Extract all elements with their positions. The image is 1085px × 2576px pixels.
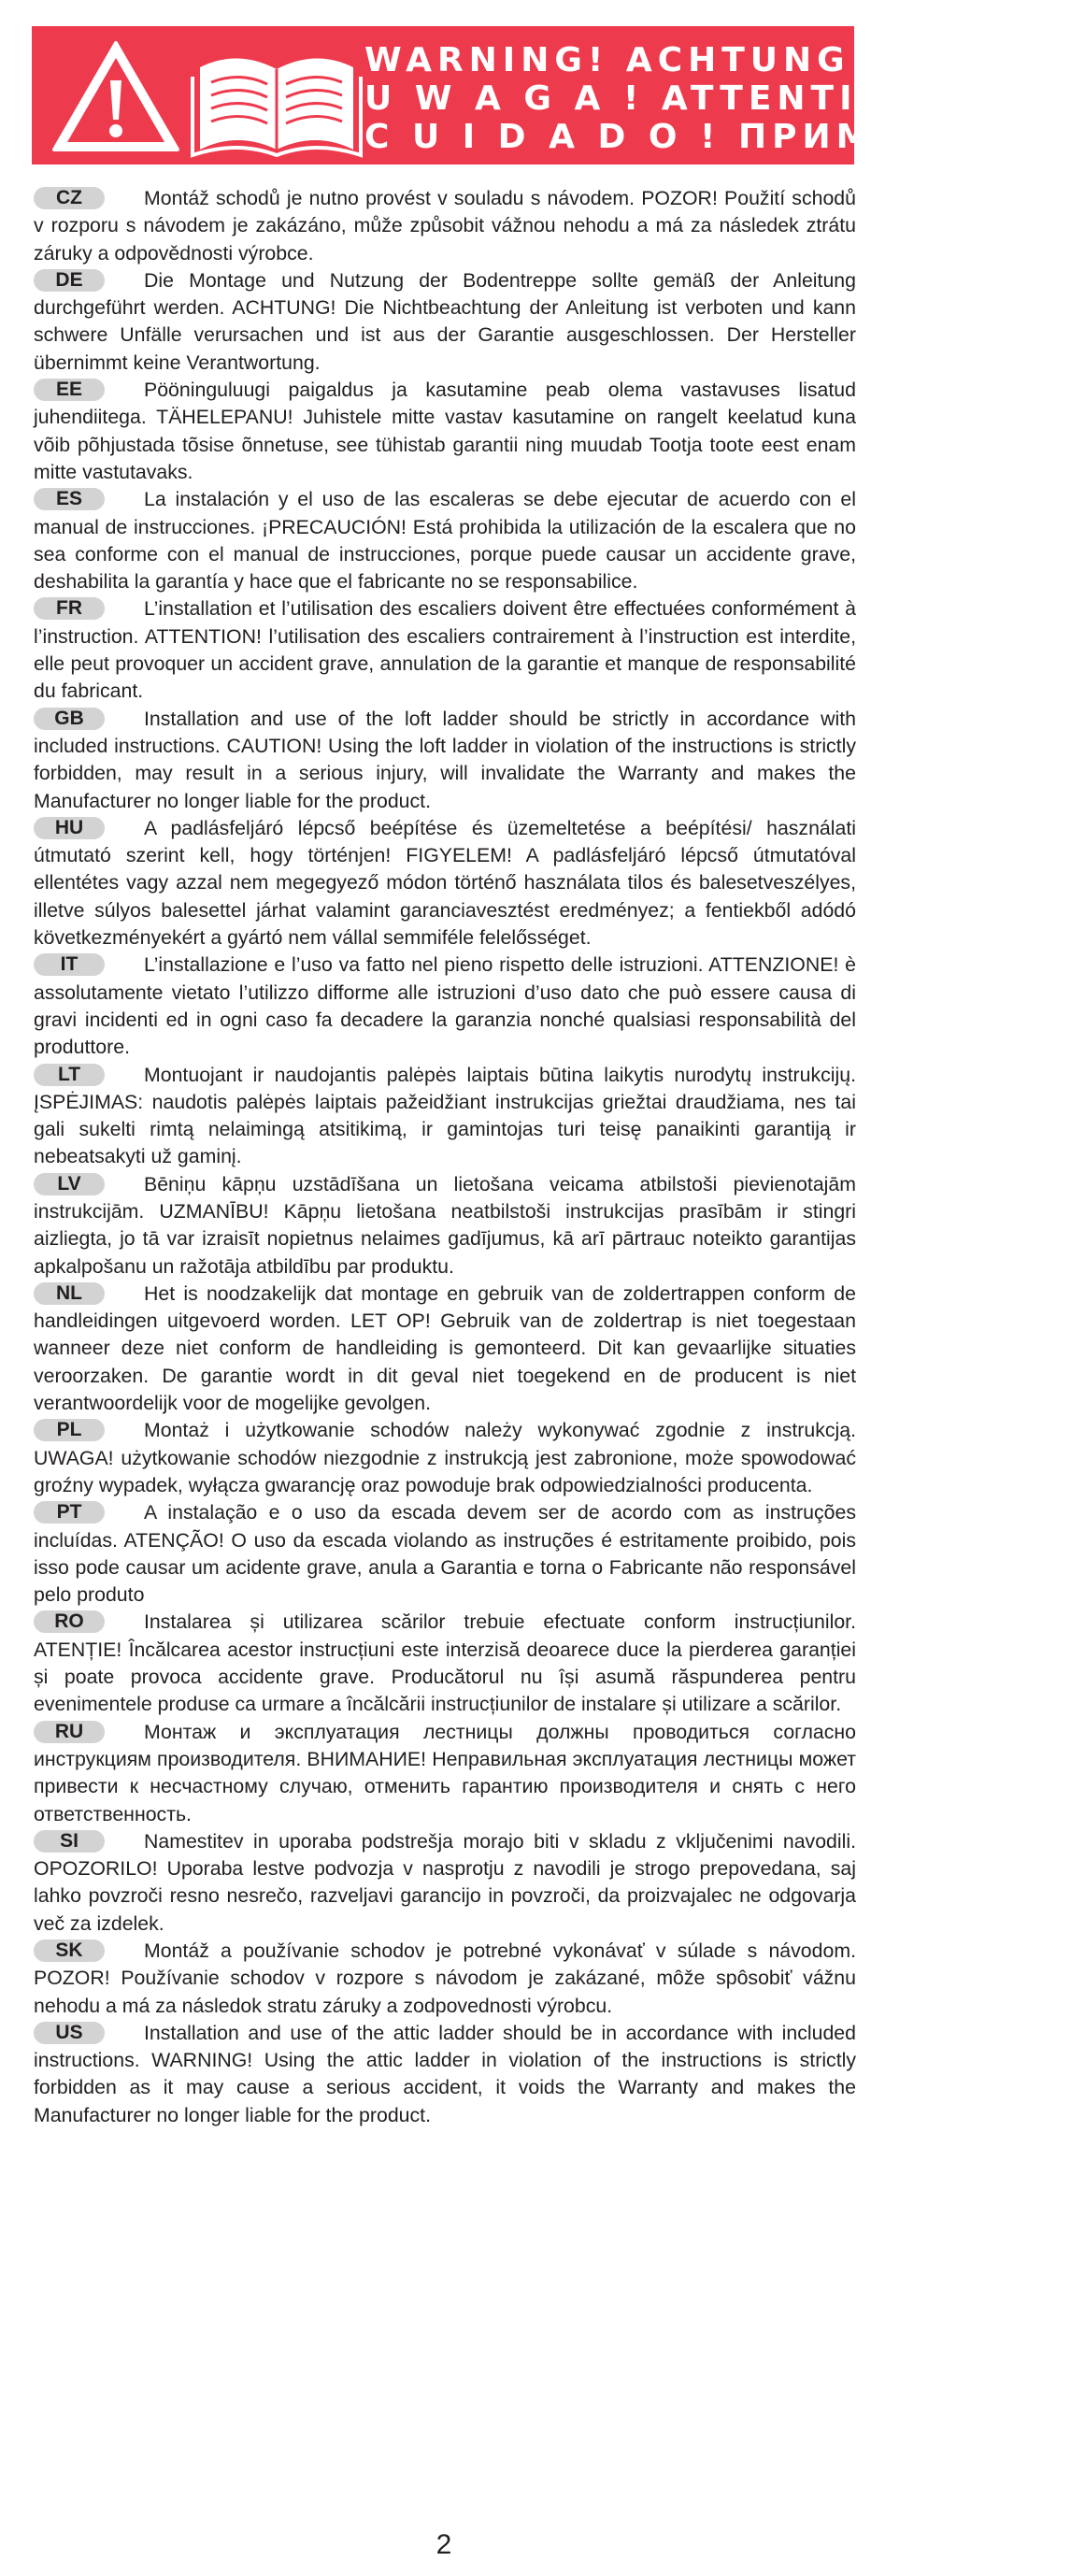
notice-text: Bēniņu kāpņu uzstādīšana un lietošana veicama atbilstoši pievienotajām instrukcijām. UZMANĪBU! Kāpņu lietošana neatbilstoši instrukcijas prasībām ir stingri aizliegta, jo tā var izraisīt nopietnus nelaimes gadījumus, kā arī pārtrauc noteikto garantijas apkalpošanu un ražotāja atbildību par produktu.	[34, 1172, 856, 1278]
warning-headline-2: U W A G A ! ATTENTION!	[364, 79, 947, 118]
language-code-badge: ES	[34, 488, 105, 510]
notice-cz	[34, 185, 856, 267]
warning-banner	[32, 26, 1085, 165]
language-code-badge: US	[34, 2022, 105, 2044]
notice-lt	[34, 1062, 856, 1171]
notice-us	[34, 2020, 856, 2129]
notice-ru	[34, 1719, 856, 1828]
language-code-badge: LV	[34, 1173, 105, 1195]
notice-ro	[34, 1609, 856, 1718]
notice-text: Instalarea și utilizarea scărilor trebuie efectuate conform instrucțiunilor. ATENȚIE! Încălcarea acestor instrucțiuni este interzisă deoarece duce la pierderea garanției și poate provoca accidente grave. Producătorul nu își asumă răspunderea pentru evenimentele produse ca urmare a încălcării instrucțiunilor de instalare și utilizare a scărilor.	[34, 1610, 856, 1716]
notice-text: Montuojant ir naudojantis palėpės laiptais būtina laikytis nurodytų instrukcijų. ĮSPĖJIMAS: naudotis palėpės laiptais pažeidžiant instrukcijas griežtai draudžiama, nes tai gali sukelti rimtą nelaimingą atsitikimą, ir gamintojas turi teisę panaikinti garantiją ir nebeatsakyti už gaminį.	[34, 1063, 856, 1168]
notice-pl	[34, 1417, 856, 1499]
notice-fr	[34, 595, 856, 705]
notice-de	[34, 267, 856, 377]
open-manual-icon	[193, 58, 361, 155]
language-code-badge: NL	[34, 1282, 105, 1305]
warning-headline-3: C U I D A D O ! ПРИМЕЧАНИЕ!	[364, 118, 1085, 156]
language-code-badge: PT	[34, 1501, 105, 1524]
notice-hu	[34, 815, 856, 952]
notice-text: Het is noodzakelijk dat montage en gebruik van de zoldertrappen conform de handleidingen uitgevoerd worden. LET OP! Gebruik van de zoldertrap is niet toegestaan wanneer deze niet conform de handleiding is gemonteerd. Dit kan gevaarlijke situaties veroorzaken. De garantie wordt in dit geval niet toegekend en de producent is niet verantwoordelijk voor de mogelijke gevolgen.	[34, 1281, 856, 1415]
language-code-badge: IT	[34, 953, 105, 976]
language-code-badge: SK	[34, 1939, 105, 1962]
language-code-badge: FR	[34, 597, 105, 620]
notice-it	[34, 952, 856, 1061]
language-code-badge: PL	[34, 1419, 105, 1441]
page-number: 2	[435, 2529, 452, 2560]
notice-es	[34, 486, 856, 595]
notice-text: Die Montage und Nutzung der Bodentreppe sollte gemäß der Anleitung durchgeführt werden. ACHTUNG! Die Nichtbeachtung der Anleitung ist verboten und kann schwere Unfälle verursachen und ist aus der Garantie ausgeschlossen. Der Hersteller übernimmt keine Verantwortung.	[34, 268, 856, 374]
notice-text: L’installazione e l’uso va fatto nel pieno rispetto delle istruzioni. ATTENZIONE! è assolutamente vietato l’utilizzo difforme alle istruzioni d’uso dato che può essere causa di gravi incidenti ed in ogni caso fa decadere la garanzia nonché qualsiasi responsabilità del produttore.	[34, 953, 856, 1059]
notice-gb	[34, 706, 856, 815]
notice-text: A padlásfeljáró lépcső beépítése és üzemeltetése a beépítési/ használati útmutató szerint kell, hogy történjen! FIGYELEM! A padlásfeljáró lépcső útmutatóval ellentétes vagy azzal nem megegyező módon történő használata tilos és balesetveszélyes, illetve súlyos balesettel járhat valamint garanciavesztést eredményez; a fentiekből adódó következményekért a gyártó nem vállal semmiféle felelősséget.	[34, 816, 856, 950]
notice-ee	[34, 377, 856, 486]
notice-lv	[34, 1171, 856, 1281]
notice-text: Installation and use of the attic ladder should be in accordance with included instructions. WARNING! Using the attic ladder in violation of the instructions is strictly forbidden as it may cause a serious accident, it voids the Warranty and makes the Manufacturer no longer liable for the product.	[34, 2021, 856, 2126]
notice-nl	[34, 1281, 856, 1417]
safety-notices	[34, 185, 856, 2129]
banner-icons	[50, 39, 368, 155]
warning-triangle-icon	[54, 43, 178, 150]
language-code-badge: HU	[34, 817, 105, 839]
language-code-badge: RU	[34, 1721, 105, 1743]
language-code-badge: EE	[34, 379, 105, 401]
notice-text: Namestitev in uporaba podstrešja morajo biti v skladu z vključenimi navodili. OPOZORILO! Uporaba lestve podvozja v nasprotju z navodili je strogo prepovedana, saj lahko povzroči resno nesrečo, razveljavi garancijo in povzroči, da proizvajalec ne odgovarja več za izdelek.	[34, 1829, 856, 1935]
notice-text: L’installation et l’utilisation des escaliers doivent être effectuées conformément à l’instruction. ATTENTION! l’utilisation des escaliers contrairement à l’instruction est interdite, elle peut provoquer un accident grave, annulation de la garantie et manque de responsabilité du fabricant.	[34, 597, 856, 703]
notice-si	[34, 1828, 856, 1938]
language-code-badge: SI	[34, 1830, 105, 1853]
notice-text: Montaż i użytkowanie schodów należy wykonywać zgodnie z instrukcją. UWAGA! użytkowanie schodów niezgodnie z instrukcją jest zabronione, może spowodować groźny wypadek, wyłącza gwarancję oraz powoduje brak odpowiedzialności producenta.	[34, 1419, 856, 1496]
notice-sk	[34, 1938, 856, 2020]
language-code-badge: DE	[34, 269, 105, 292]
warning-headline-1: WARNING! ACHTUNG!	[364, 41, 872, 79]
language-code-badge: CZ	[34, 187, 105, 209]
language-code-badge: RO	[34, 1610, 105, 1633]
notice-text: Installation and use of the loft ladder should be strictly in accordance with included instructions. CAUTION! Using the loft ladder in violation of the instructions is strictly forbidden, may result in a serious injury, will invalidate the Warranty and makes the Manufacturer no longer liable for the product.	[34, 707, 856, 812]
notice-pt	[34, 1499, 856, 1609]
notice-text: Montáž a používanie schodov je potrebné vykonávať v súlade s návodom. POZOR! Používanie schodov v rozpore s návodom je zakázané, môže spôsobiť vážnu nehodu a má za následok stratu záruky a zodpovednosti výrobcu.	[34, 1939, 856, 2017]
notice-text: Монтаж и эксплуатация лестницы должны проводиться согласно инструкциям производителя. ВНИМАНИЕ! Неправильная эксплуатация лестницы может привести к несчастному случаю, отменить гарантию производителя и снять с него ответственность.	[34, 1720, 856, 1825]
notice-text: Montáž schodů je nutno provést v souladu s návodem. POZOR! Použití schodů v rozporu s návodem je zakázáno, může způsobit vážnou nehodu a má za následek ztrátu záruky a odpovědnosti výrobce.	[34, 187, 856, 265]
language-code-badge: LT	[34, 1064, 105, 1086]
notice-text: La instalación y el uso de las escaleras se debe ejecutar de acuerdo con el manual de instrucciones. ¡PRECAUCIÓN! Está prohibida la utilización de la escalera que no sea conforme con el manual de instrucciones, porque puede causar un accidente grave, deshabilita la garantía y hace que el fabricante no se responsabilice.	[34, 488, 856, 594]
notice-text: A instalação e o uso da escada devem ser de acordo com as instruções incluídas. ATENÇÃO! O uso da escada violando as instruções é estritamente proibido, pois isso pode causar um acidente grave, anula a Garantia e torna o Fabricante não responsável pelo produto	[34, 1501, 856, 1607]
language-code-badge: GB	[34, 708, 105, 730]
notice-text: Pööninguluugi paigaldus ja kasutamine peab olema vastavuses lisatud juhendiitega. TÄHELEPANU! Juhistele mitte vastav kasutamine on rangelt keelatud kuna võib põhjustada tõsise õnnetuse, see tühistab garantii ning muudab Tootja toote eest enam mitte vastutavaks.	[34, 379, 856, 483]
warning-headlines	[364, 41, 1085, 156]
